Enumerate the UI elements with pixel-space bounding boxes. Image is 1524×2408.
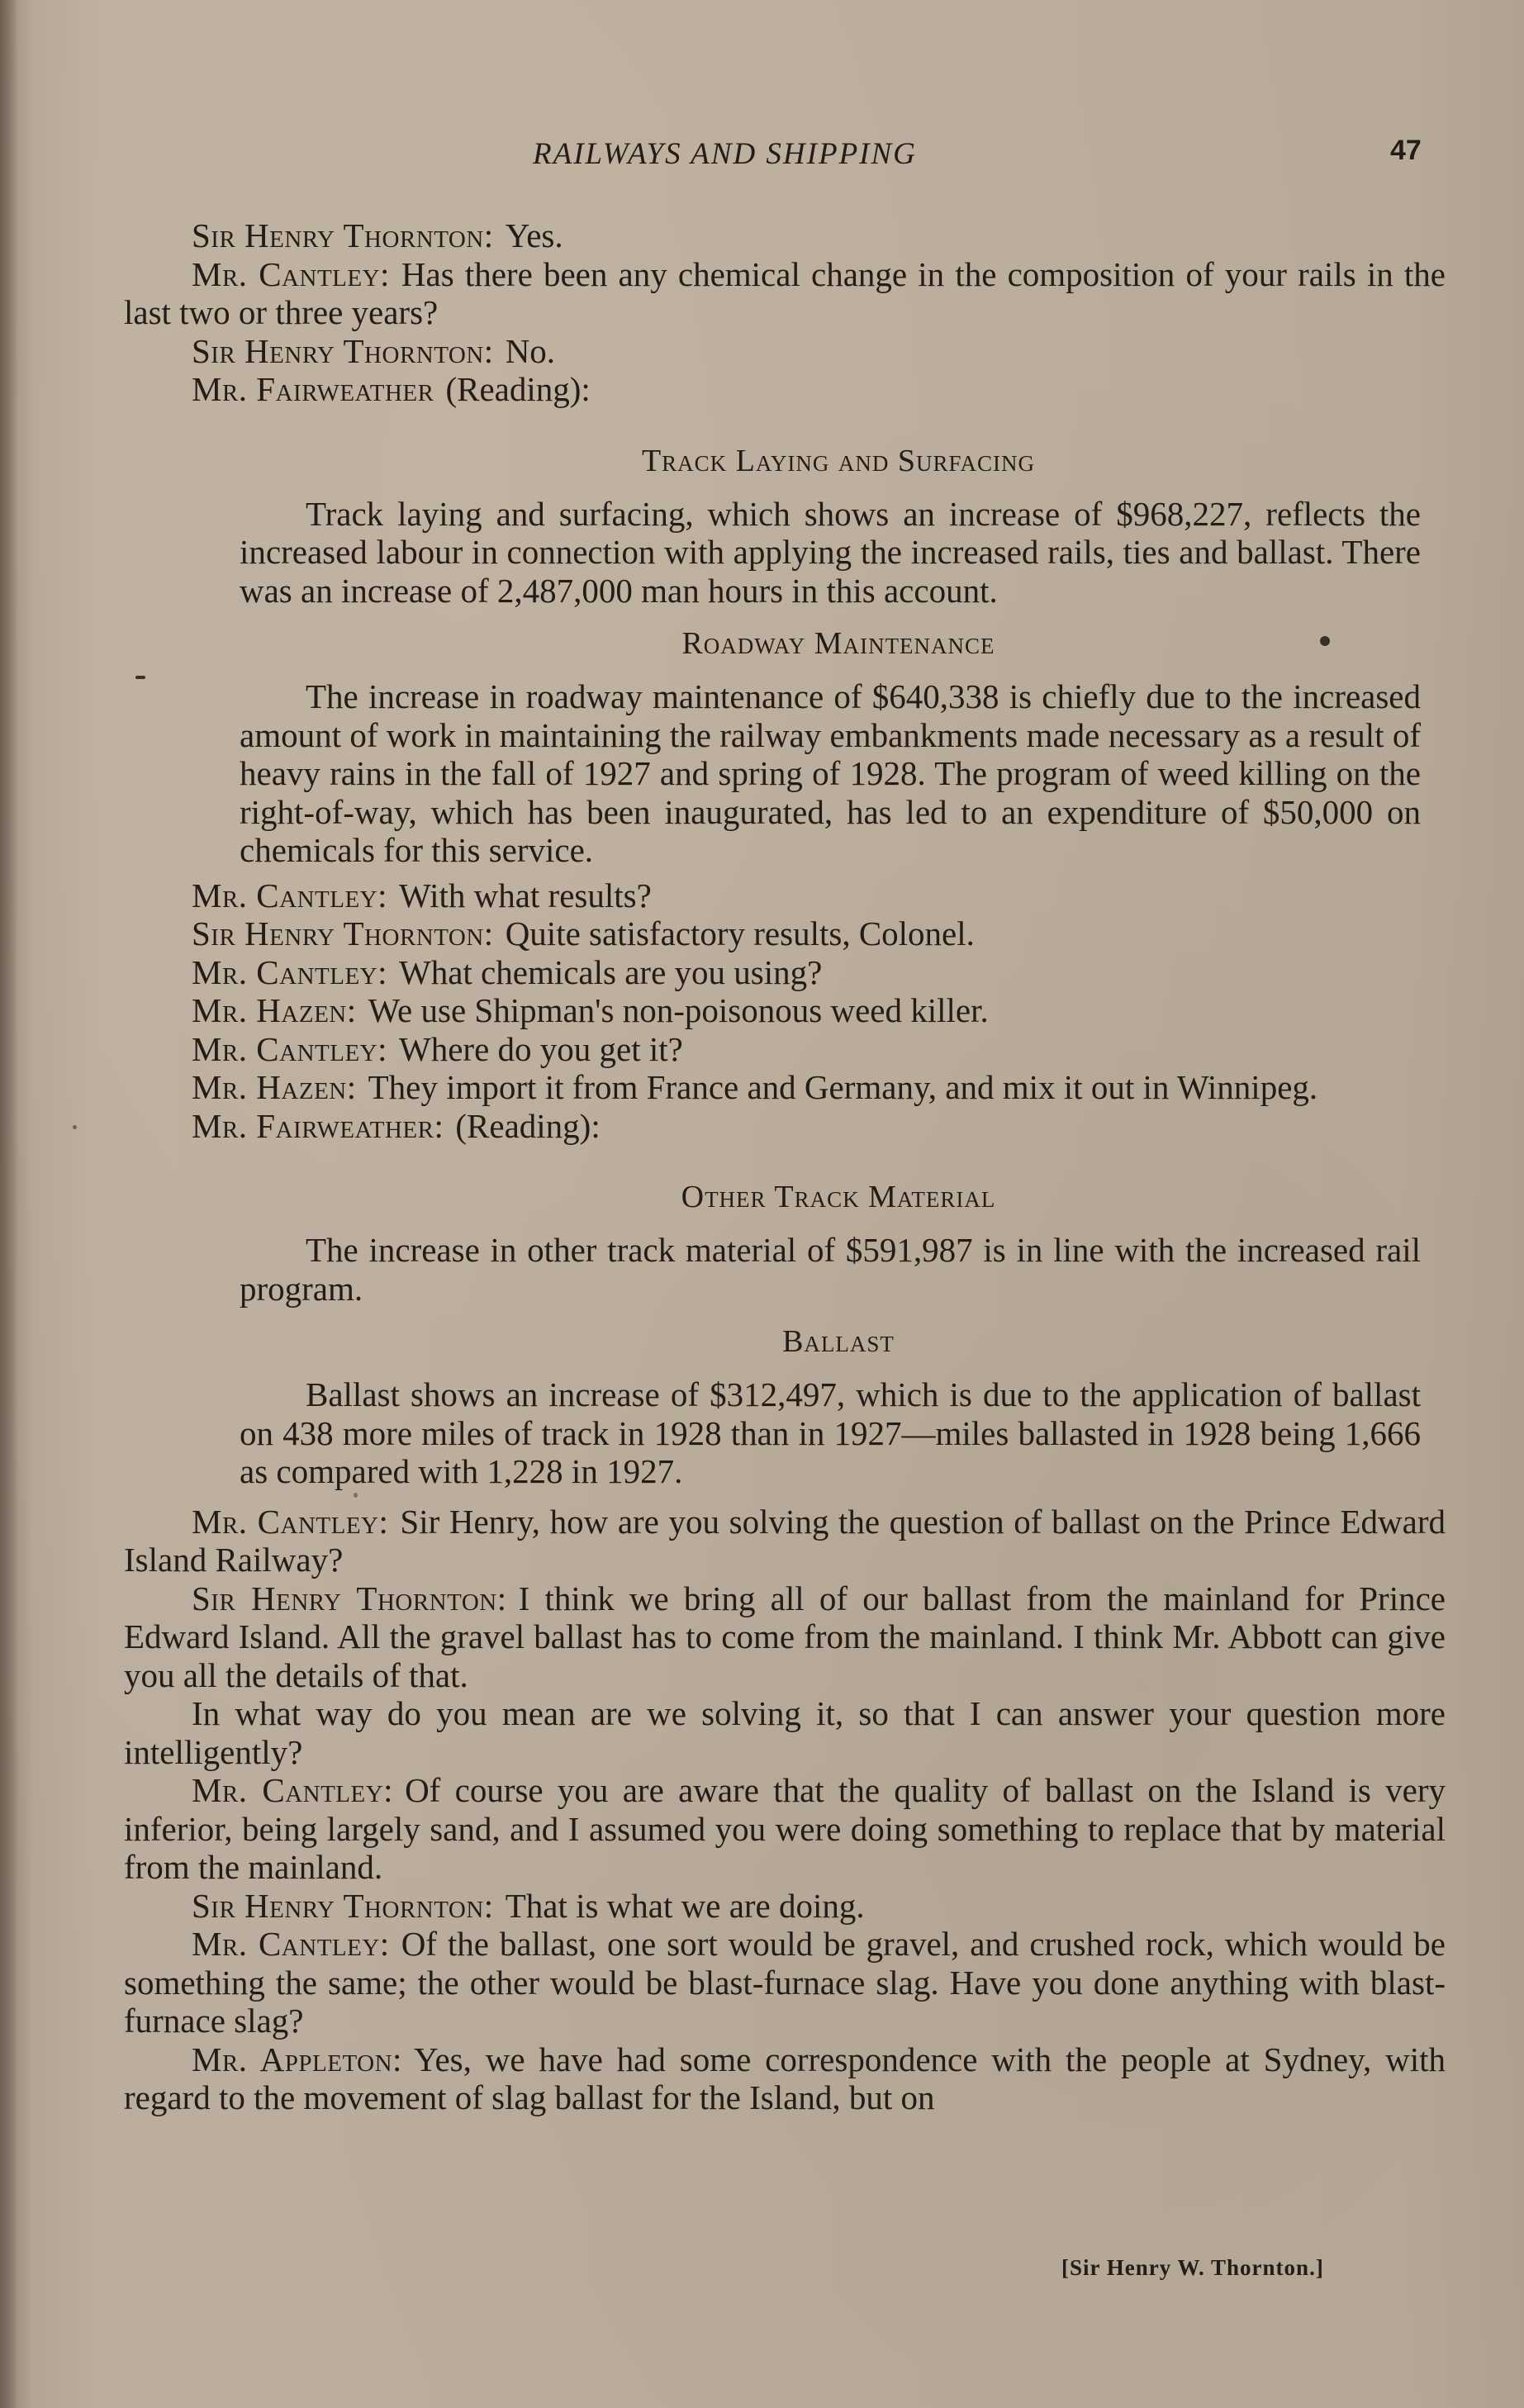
dialogue-line (124, 1030, 1446, 1069)
ink-speck (1320, 636, 1330, 646)
speaker-name: Mr. Cantley: (192, 1502, 389, 1541)
dialogue-line (124, 1503, 1446, 1579)
running-title: RAILWAYS AND SHIPPING (533, 137, 917, 171)
page-header (0, 136, 1524, 178)
speaker-name: Mr. Cantley: (192, 1925, 390, 1963)
dialogue-line (124, 1694, 1446, 1771)
footer-signature: [Sir Henry W. Thornton.] (1061, 2255, 1324, 2280)
dialogue-line (124, 876, 1446, 915)
dialogue-text: No. (505, 331, 556, 370)
section-heading: Track Laying and Surfacing (641, 443, 1036, 478)
ink-speck (135, 676, 145, 679)
speaker-name: Mr. Cantley: (192, 1771, 394, 1809)
speaker-name: Mr. Cantley: (192, 1029, 388, 1068)
quoted-report-paragraph: The increase in other track material of $591,987 is in line with the increased rail program. (240, 1231, 1421, 1308)
section-heading: Roadway Maintenance (681, 626, 995, 661)
dialogue-line (124, 370, 1446, 409)
dialogue-text: Sir Henry, how are you solving the question of ballast on the Prince Edward Island Railway? (124, 1502, 1446, 1579)
speaker-name: Sir Henry Thornton: (192, 1886, 494, 1925)
dialogue-text: Yes, we have had some correspondence with the people at Sydney, with regard to the movement of slag ballast for the Island, but on (124, 2040, 1446, 2116)
page-spine-shadow (0, 0, 18, 2408)
speaker-name: Mr. Appleton: (192, 2040, 402, 2078)
dialogue-line (124, 1107, 1446, 1146)
dialogue-text: Of the ballast, one sort would be gravel, and crushed rock, which would be something the same; the other would be blast-furnace slag. Have you done anything with blast-furnace slag? (124, 1925, 1446, 2040)
speaker-name: Mr. Hazen: (192, 991, 357, 1029)
speaker-name: Mr. Cantley: (192, 254, 390, 293)
dialogue-text: With what results? (399, 876, 652, 914)
dialogue-text: Of course you are aware that the quality of ballast on the Island is very inferior, being largely sand, and I assumed you were doing something to replace that by material from the mainland. (124, 1771, 1446, 1886)
speaker-name: Sir Henry Thornton: (192, 1579, 507, 1617)
dialogue-line (124, 1925, 1446, 2040)
dialogue-line (124, 255, 1446, 332)
page-body (124, 216, 1446, 2306)
quoted-report-paragraph: Track laying and surfacing, which shows an increase of $968,227, reflects the increased labour in connection with applying the increased rails, ties and ballast. There was an increase of 2,487,000 man hours in this account. (240, 494, 1421, 610)
ink-speck (354, 1493, 358, 1498)
dialogue-text: That is what we are doing. (505, 1886, 865, 1925)
dialogue-line (124, 216, 1446, 255)
dialogue-line (124, 1771, 1446, 1887)
dialogue-text: Yes. (505, 216, 563, 254)
dialogue-text: They import it from France and Germany, and mix it out in Winnipeg. (368, 1068, 1318, 1106)
dialogue-text: What chemicals are you using? (399, 952, 823, 991)
speaker-name: Mr. Cantley: (192, 876, 388, 914)
speaker-name: Sir Henry Thornton: (192, 331, 494, 370)
dialogue-line (124, 1887, 1446, 1926)
dialogue-text: Where do you get it? (399, 1029, 683, 1068)
dialogue-line (124, 2040, 1446, 2117)
ink-speck (73, 1125, 77, 1129)
dialogue-text: We use Shipman's non-poisonous weed killer. (368, 991, 989, 1029)
dialogue-text: In what way do you mean are we solving it, so that I can answer your question more intelligently? (124, 1694, 1446, 1771)
dialogue-text: (Reading): (455, 1106, 601, 1145)
speaker-name: Sir Henry Thornton: (192, 914, 494, 952)
dialogue-line (124, 332, 1446, 371)
dialogue-text: (Reading): (445, 370, 591, 408)
quoted-report-paragraph: The increase in roadway maintenance of $640,338 is chiefly due to the increased amount of work in maintaining the railway embankments made necessary as a result of heavy rains in the fall of 1927 and spring of 1928. The program of weed killing on the right-of-way, which has been inaugurated, has led to an expenditure of $50,000 on chemicals for this service. (240, 677, 1421, 869)
dialogue-text: I think we bring all of our ballast from the mainland for Prince Edward Island. All the gravel ballast has to come from the mainland. I think Mr. Abbott can give you all the details of that. (124, 1579, 1446, 1694)
speaker-name: Mr. Fairweather (192, 370, 434, 408)
speaker-name: Mr. Cantley: (192, 952, 388, 991)
dialogue-line (124, 1068, 1446, 1107)
dialogue-line (124, 914, 1446, 953)
dialogue-text: Has there been any chemical change in the composition of your rails in the last two or three years? (124, 254, 1446, 331)
dialogue-line (124, 1579, 1446, 1695)
page-number: 47 (1390, 135, 1422, 166)
speaker-name: Mr. Fairweather: (192, 1106, 444, 1145)
speaker-name: Sir Henry Thornton: (192, 216, 494, 254)
quoted-report-paragraph: Ballast shows an increase of $312,497, which is due to the application of ballast on 438 more miles of track in 1928 than in 1927—miles ballasted in 1928 being 1,666 as compared with 1,228 in 1927. (240, 1375, 1421, 1490)
section-heading: Ballast (782, 1324, 895, 1359)
dialogue-line (124, 953, 1446, 992)
dialogue-text: Quite satisfactory results, Colonel. (505, 914, 975, 952)
dialogue-line (124, 991, 1446, 1030)
section-heading: Other Track Material (681, 1180, 996, 1214)
speaker-name: Mr. Hazen: (192, 1068, 357, 1106)
